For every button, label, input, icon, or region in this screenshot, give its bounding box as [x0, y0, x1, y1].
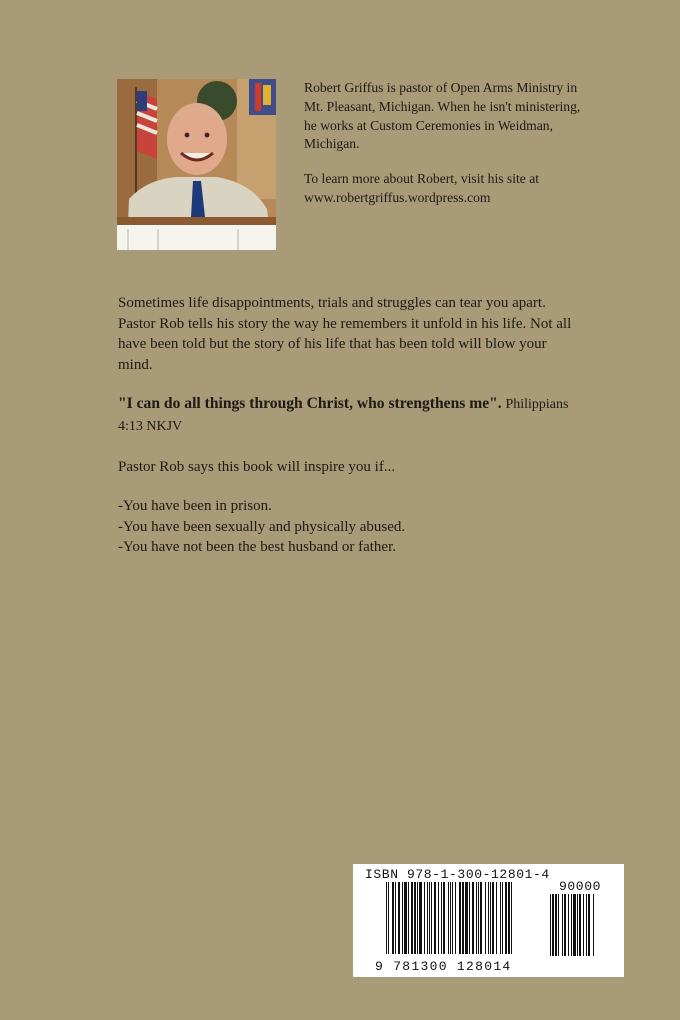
barcode-bar	[431, 882, 432, 954]
barcode-bar	[586, 894, 587, 956]
barcode-bar	[485, 882, 486, 954]
barcode-bar	[505, 882, 507, 954]
barcode-bar	[392, 882, 394, 954]
barcode-bar	[434, 882, 436, 954]
barcode-bar	[564, 894, 566, 956]
barcode-bar	[562, 894, 563, 956]
scripture-quote	[118, 394, 578, 437]
barcode-bar	[573, 894, 576, 956]
barcode-bar	[508, 882, 510, 954]
bio-paragraph: Robert Griffus is pastor of Open Arms Ministry in Mt. Pleasant, Michigan. When he isn't ministering, he works at Custom Ceremonies in Weidman, Michigan.	[304, 80, 581, 152]
inspiration-list	[118, 496, 578, 558]
barcode-bar	[448, 882, 449, 954]
price-code: 90000	[559, 879, 602, 894]
barcode-bar	[465, 882, 468, 954]
book-blurb	[118, 293, 578, 558]
isbn-label: ISBN 978-1-300-12801-4	[365, 867, 550, 882]
bio-website-paragraph: To learn more about Robert, visit his site at www.robertgriffus.wordpress.com	[304, 171, 540, 205]
barcode-bar	[414, 882, 416, 954]
barcode-bar	[496, 882, 497, 954]
barcode-bar	[443, 882, 445, 954]
barcode-bar	[411, 882, 413, 954]
barcode-bar	[388, 882, 389, 954]
isbn-barcode	[353, 864, 624, 977]
barcode-bar	[579, 894, 581, 956]
barcode-bar	[417, 882, 418, 954]
barcode-bar	[577, 894, 578, 956]
barcode-bar	[488, 882, 489, 954]
blurb-intro: Sometimes life disappointments, trials and struggles can tear you apart. Pastor Rob tells his story the way he remembers it unfold in his life. Not all have been told but the story of his life that has been told will blow your mind.	[118, 295, 572, 373]
barcode-bar	[558, 894, 559, 956]
barcode-bar	[427, 882, 428, 954]
barcode-bar	[500, 882, 501, 954]
ean-digits: 9 781300 128014	[375, 959, 512, 974]
barcode-bar	[455, 882, 456, 954]
quote-reference: Philippians 4:13 NKJV	[118, 397, 569, 434]
addon-barcode-bars	[550, 894, 612, 956]
barcode-bar	[588, 894, 590, 956]
barcode-bar	[404, 882, 407, 954]
barcode-bar	[438, 882, 439, 954]
barcode-bar	[459, 882, 461, 954]
barcode-bar	[492, 882, 494, 954]
barcode-bar	[452, 882, 453, 954]
barcode-bar	[462, 882, 464, 954]
barcode-bar	[419, 882, 422, 954]
barcode-bar	[398, 882, 400, 954]
barcode-bar	[395, 882, 396, 954]
ean-barcode-bars	[386, 882, 544, 964]
barcode-bar	[552, 894, 554, 956]
barcode-bar	[476, 882, 477, 954]
author-bio	[304, 79, 594, 224]
list-item: -You have not been the best husband or father.	[118, 539, 396, 556]
barcode-bar	[450, 882, 451, 954]
author-photo	[117, 79, 276, 250]
barcode-bar	[511, 882, 512, 954]
blurb-lead-in: Pastor Rob says this book will inspire you if...	[118, 458, 396, 475]
barcode-bar	[424, 882, 425, 954]
barcode-bar	[408, 882, 409, 954]
barcode-bar	[555, 894, 557, 956]
barcode-bar	[441, 882, 442, 954]
list-item: -You have been in prison.	[118, 498, 272, 515]
barcode-bar	[571, 894, 572, 956]
barcode-bar	[429, 882, 430, 954]
list-item: -You have been sexually and physically abused.	[118, 518, 406, 535]
barcode-bar	[568, 894, 569, 956]
barcode-bar	[593, 894, 594, 956]
quote-text: "I can do all things through Christ, who strengthens me".	[118, 395, 502, 413]
barcode-bar	[402, 882, 403, 954]
barcode-bar	[480, 882, 482, 954]
barcode-bar	[386, 882, 387, 954]
barcode-bar	[490, 882, 491, 954]
barcode-bar	[550, 894, 551, 956]
barcode-bar	[478, 882, 479, 954]
barcode-bar	[472, 882, 474, 954]
barcode-bar	[469, 882, 470, 954]
barcode-bar	[502, 882, 503, 954]
barcode-bar	[583, 894, 584, 956]
